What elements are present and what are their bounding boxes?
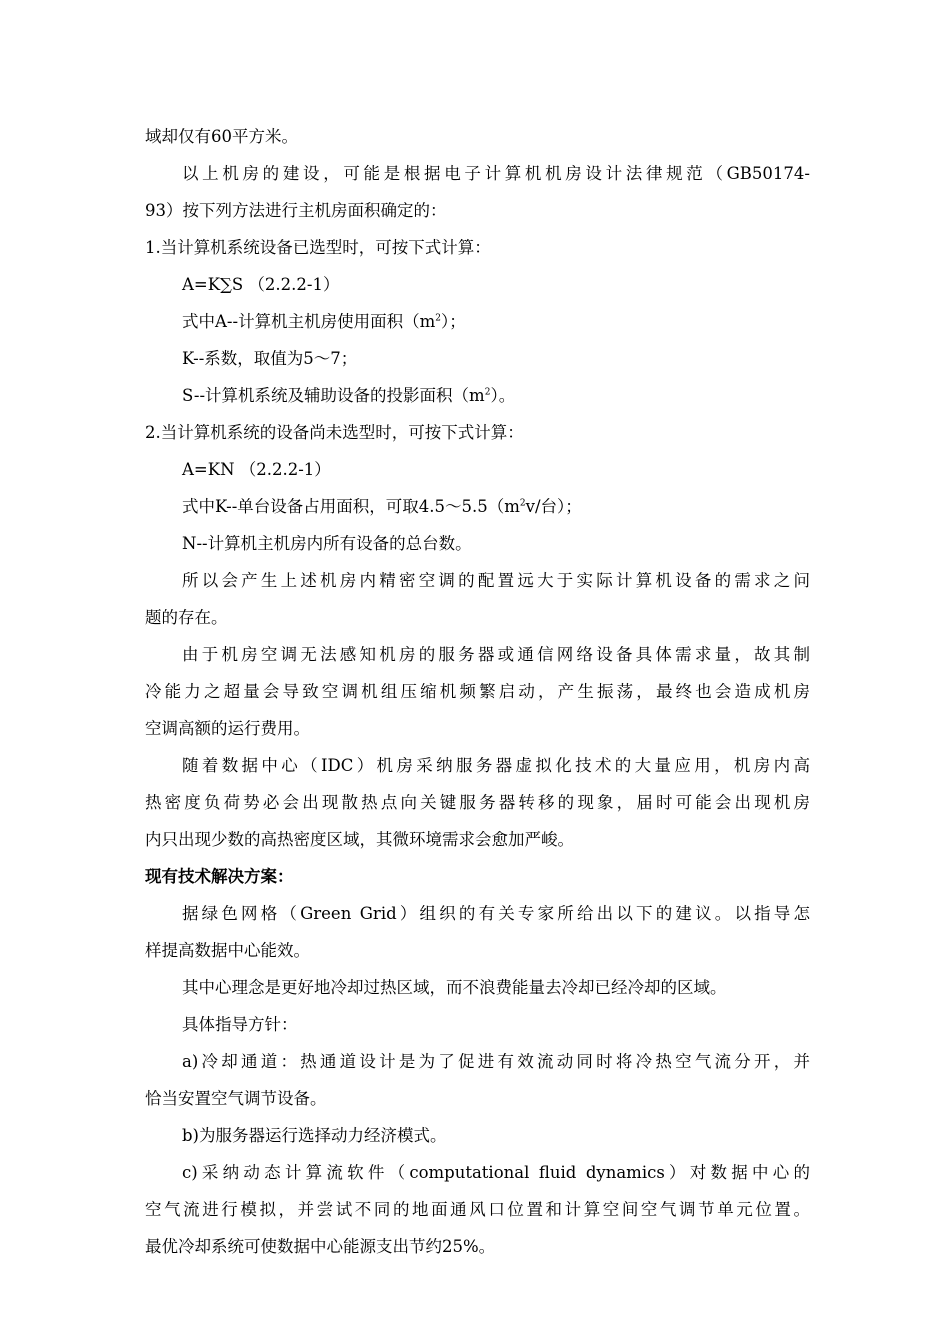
superscript: 2 — [484, 387, 491, 398]
text-run: v/台）； — [525, 497, 582, 516]
text-line — [145, 303, 810, 340]
document-page — [145, 118, 810, 1265]
superscript: 2 — [435, 313, 441, 324]
text-line: c)采纳动态计算流软件（computational fluid dynamics）对数据中心的 — [182, 1163, 810, 1182]
list-item-2: 2.当计算机系统的设备尚未选型时，可按下式计算： — [145, 423, 524, 442]
text-line — [145, 488, 810, 525]
text-line: 内只出现少数的高热密度区域，其微环境需求会愈加严峻。 — [145, 830, 574, 849]
text-line: 空调高额的运行费用。 — [145, 719, 310, 738]
text-line: 题的存在。 — [145, 608, 228, 627]
text-line: 样提高数据中心能效。 — [145, 941, 310, 960]
text-run: ）。 — [490, 386, 516, 405]
text-run: ）； — [440, 312, 466, 331]
text-line: 具体指导方针： — [182, 1015, 298, 1034]
text-line: 其中心理念是更好地冷却过热区域，而不浪费能量去冷却已经冷却的区域。 — [182, 978, 727, 997]
text-run: S--计算机系统及辅助设备的投影面积（m — [182, 386, 485, 405]
text-line: 恰当安置空气调节设备。 — [145, 1089, 327, 1108]
text-line: 随着数据中心（IDC）机房采纳服务器虚拟化技术的大量应用，机房内高 — [182, 756, 810, 775]
superscript: 2 — [519, 498, 526, 509]
text-line: 域却仅有60平方米。 — [145, 127, 298, 146]
text-run: 式中A--计算机主机房使用面积（m — [182, 312, 436, 331]
text-line: a)冷却通道：热通道设计是为了促进有效流动同时将冷热空气流分开，并 — [182, 1052, 810, 1071]
text-line: 据绿色网格（Green Grid）组织的有关专家所给出以下的建议。以指导怎 — [182, 904, 810, 923]
formula-line: A=KN （2.2.2-1） — [182, 460, 331, 479]
text-line: 空气流进行模拟，并尝试不同的地面通风口位置和计算空间空气调节单元位置。 — [145, 1200, 810, 1219]
section-heading: 现有技术解决方案： — [145, 867, 294, 886]
text-line: b)为服务器运行选择动力经济模式。 — [182, 1126, 447, 1145]
text-run: 式中K--单台设备占用面积，可取4.5～5.5（m — [182, 497, 520, 516]
text-line — [145, 377, 810, 414]
formula-line: A=K∑S （2.2.2-1） — [182, 275, 340, 294]
text-line: 所以会产生上述机房内精密空调的配置远大于实际计算机设备的需求之问 — [182, 571, 810, 590]
text-line: 热密度负荷势必会出现散热点向关键服务器转移的现象，届时可能会出现机房 — [145, 793, 810, 812]
text-line: N--计算机主机房内所有设备的总台数。 — [182, 534, 472, 553]
list-item-1: 1.当计算机系统设备已选型时，可按下式计算： — [145, 238, 491, 257]
text-line: K--系数，取值为5～7； — [182, 349, 358, 368]
text-line: 最优冷却系统可使数据中心能源支出节约25%。 — [145, 1237, 496, 1256]
text-line: 93）按下列方法进行主机房面积确定的： — [145, 201, 447, 220]
text-line: 以上机房的建设，可能是根据电子计算机机房设计法律规范（GB50174- — [182, 164, 810, 183]
text-line: 由于机房空调无法感知机房的服务器或通信网络设备具体需求量，故其制 — [182, 645, 810, 664]
text-line: 冷能力之超量会导致空调机组压缩机频繁启动，产生振荡，最终也会造成机房 — [145, 682, 810, 701]
